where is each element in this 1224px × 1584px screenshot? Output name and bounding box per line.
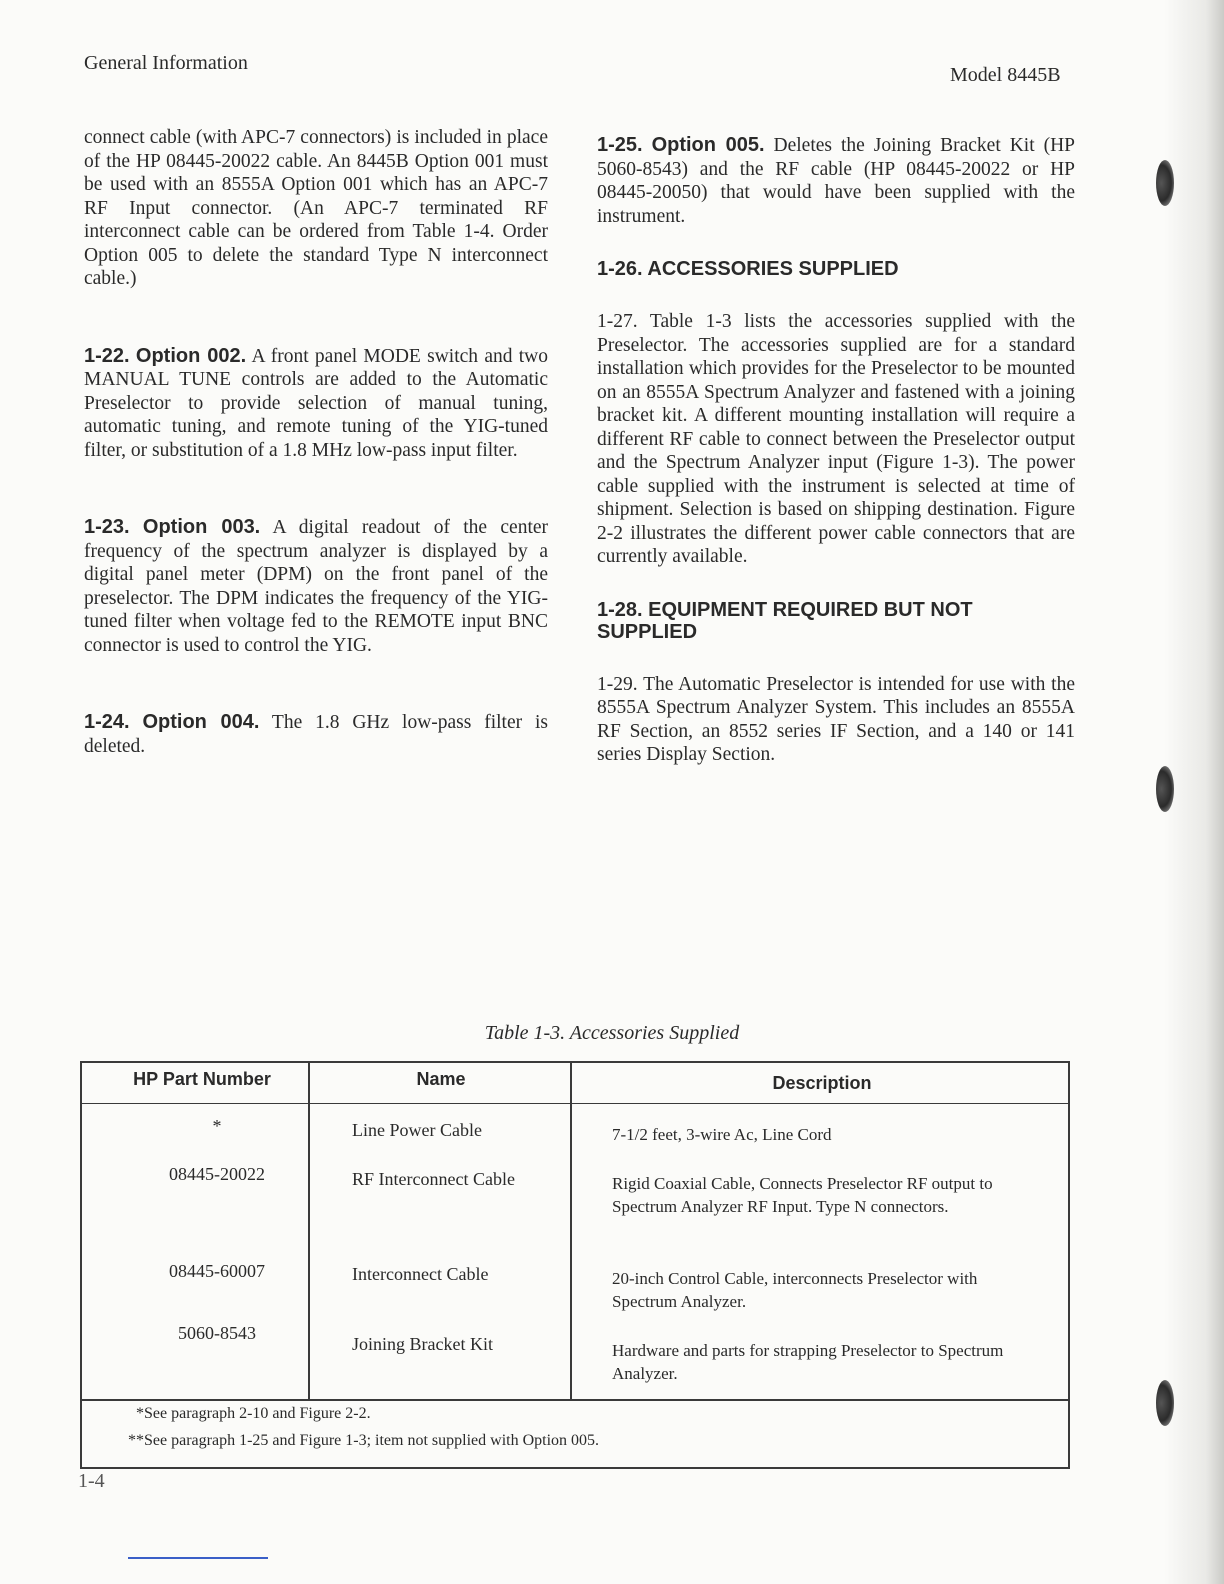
paragraph-1-29: 1-29. The Automatic Preselector is intended for use with the 8555A Spectrum Analyzer System. This includes an 8555A RF Section, an 8552 series IF Section, and a 140 or 141 series Display Section. [597, 673, 1075, 765]
model-header: Model 8445B [950, 64, 1061, 86]
name-cell: Line Power Cable [352, 1120, 482, 1140]
description-cell: 20-inch Control Cable, interconnects Preselector with Spectrum Analyzer. [612, 1269, 978, 1311]
heading-equipment-required: 1-28. EQUIPMENT REQUIRED BUT NOT SUPPLIED [597, 598, 973, 643]
paragraph-1-27: 1-27. Table 1-3 lists the accessories supplied with the Preselector. The accessories supplied are for a standard installation which provides for the Preselector to be mounted on an 8555A Spectrum Analyzer and fastened with a joining bracket kit. A different mounting installation will require a different RF cable to connect between the Preselector output and the Spectrum Analyzer input (Figure 1-3). The power cable supplied with the instrument is selected at time of shipment. Selection is based on shipping destination. Figure 2-2 illustrates the different power cable connectors that are currently available. [597, 311, 1075, 567]
paragraph-title: Option 004. [142, 711, 260, 733]
paragraph-text: Deletes the Joining Bracket Kit (HP 5060-8543) and the RF cable (HP 08445-20022 or HP 08445-20050) that would have been supplied with the instrument. [597, 135, 1076, 227]
name-cell: Interconnect Cable [352, 1264, 489, 1284]
part-number-cell: 08445-60007 [169, 1261, 265, 1281]
paragraph-title: Option 002. [135, 344, 247, 367]
accessories-table [80, 1061, 1070, 1469]
footnote: **See paragraph 1-25 and Figure 1-3; item not supplied with Option 005. [128, 1432, 600, 1449]
binder-hole [1156, 160, 1174, 206]
description-cell: 7-1/2 feet, 3-wire Ac, Line Cord [612, 1125, 832, 1144]
paragraph-title: Option 005. [651, 134, 765, 156]
bottom-rule [128, 1557, 268, 1559]
paragraph-text: A front panel MODE switch and two MANUAL TUNE controls are added to the Automatic Preselector to provide selection of manual tuning, automatic tuning, and remote tuning of the YIG-tuned filter, or substitution of a 1.8 MHz low-pass input filter. [84, 345, 549, 461]
binder-hole [1156, 766, 1174, 812]
section-header: General Information [84, 52, 248, 74]
column-divider [308, 1063, 310, 1399]
paragraph-text: The 1.8 GHz low-pass filter is deleted. [84, 712, 549, 757]
binder-hole [1156, 1380, 1174, 1426]
table-header-row [82, 1063, 1068, 1104]
paragraph-text: A digital readout of the center frequency of the spectrum analyzer is displayed by a digital panel meter (DPM) on the front panel of the preselector. The DPM indicates the frequency of the YIG-tuned filter when voltage fed to the REMOTE input BNC connector is used to control the YIG. [84, 517, 549, 656]
paragraph-1-22 [84, 345, 548, 463]
table-header-cell: HP Part Number [133, 1069, 271, 1089]
left-column [84, 126, 548, 758]
table-header-cell: Description [772, 1073, 872, 1093]
paragraph-number: 1-22. [84, 344, 130, 367]
paragraph-1-25 [597, 134, 1075, 228]
description-cell: Hardware and parts for strapping Preselector to Spectrum Analyzer. [612, 1341, 1004, 1383]
paragraph-number: 1-24. [84, 711, 130, 733]
paragraph-1-23 [84, 516, 548, 657]
table-caption: Table 1-3. Accessories Supplied [484, 1022, 740, 1044]
part-number-cell: * [212, 1116, 222, 1136]
paragraph-number: 1-25. [597, 134, 643, 156]
part-number-cell: 08445-20022 [169, 1164, 265, 1184]
paragraph-title: Option 003. [142, 516, 261, 538]
table-header-cell: Name [416, 1069, 466, 1089]
paragraph-1-24 [84, 711, 548, 758]
heading-accessories-supplied: 1-26. ACCESSORIES SUPPLIED [597, 258, 899, 280]
name-cell: Joining Bracket Kit [352, 1334, 493, 1354]
intro-paragraph: connect cable (with APC-7 connectors) is included in place of the HP 08445-20022 cable. An 8445B Option 001 must be used with an 8555A Option 001 which has an APC-7 RF Input connector. (An APC-7 terminated RF interconnect cable can be ordered from Table 1-4. Order Option 005 to delete the standard Type N interconnect cable.) [84, 127, 548, 289]
description-cell: Rigid Coaxial Cable, Connects Preselector RF output to Spectrum Analyzer RF Input. Type N connectors. [612, 1174, 993, 1216]
footnote: *See paragraph 2-10 and Figure 2-2. [136, 1405, 371, 1422]
part-number-cell: 5060-8543 [178, 1323, 256, 1343]
right-column [597, 134, 1075, 767]
paragraph-number: 1-23. [84, 516, 130, 538]
name-cell: RF Interconnect Cable [352, 1169, 515, 1189]
page-number: 1-4 [78, 1470, 105, 1492]
footnote-divider [82, 1399, 1068, 1401]
